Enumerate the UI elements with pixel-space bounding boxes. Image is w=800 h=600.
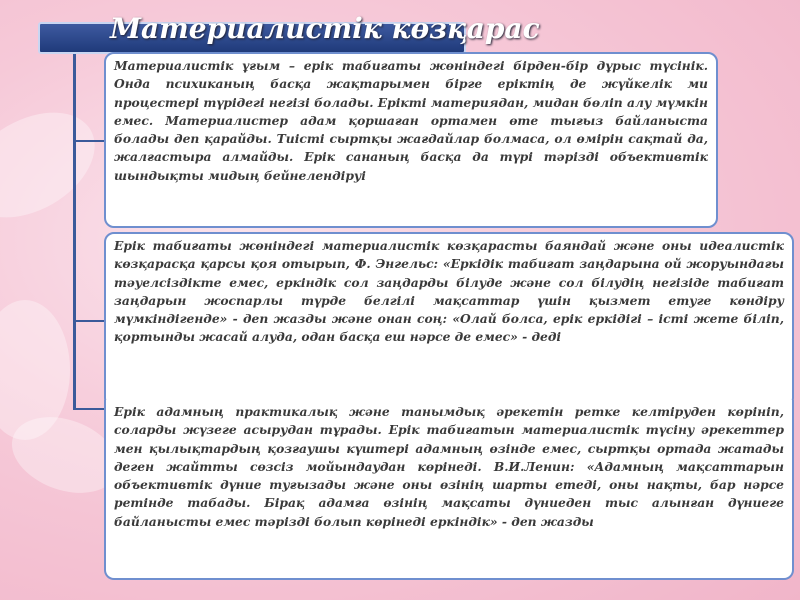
tree-connector-branch: [73, 320, 106, 322]
text-box-engels-quote: [104, 232, 794, 408]
paragraph-text: Материалистік ұғым – ерік табиғаты жөніндегі бірден-бір дұрыс түсінік. Онда психиканың басқа жақтарымен бірге еріктің де жүйкелік ми процестері түрідегі негізі болады. Ерікті материядан, мидан бөліп алу мүмкін емес. Материалистер адам қоршаған ортамен өте тығыз байланыста болады деп қарайды. Тиісті сыртқы жағдайлар болмаса, ол өмірін сақтай да, жалғастыра алмайды. Ерік сананың басқа да түрі тәрізді объективтік шындықты мидың бейнелендіруі: [114, 58, 708, 183]
background-petal: [0, 91, 113, 239]
tree-connector-branch: [73, 408, 106, 410]
tree-connector-branch: [73, 140, 106, 142]
text-box-lenin-quote: [104, 400, 794, 580]
paragraph-text: Ерік адамның практикалық және танымдық әрекетін ретке келтіруден көрініп, соларды жүзеге асырудан тұрады. Ерік табиғатын материалистік түсіну әрекеттер мен қылықтардың қозғаушы күштері адамның өзінде емес, сыртқы ортада жатады деген жайтты сөзсіз мойындаудан көрінеді. В.И.Ленин: «Адамның мақсаттарын объективтік дүние туғызады және оны өзінің шарты етеді, оны нақты, бар нәрсе ретінде табады. Бірақ адамға өзінің мақсаты дүниеден тыс алынған дүниеге байланысты емес тәрізді болып көрінеді еркіндік» - деп жазды: [114, 404, 784, 529]
slide-title: Материалистік көзқарас: [110, 12, 540, 45]
paragraph-text: Ерік табиғаты жөніндегі материалистік көзқарасты баяндай және оны идеалистік көзқарасқа қарсы қоя отырып, Ф. Энгельс: «Еркідік табиғат заңдарына ой жоруындағы тәуелсіздікте емес, еркіндік сол заңдарды білуде және сол білудің негізіде табиғат заңдарын жоспарлы түрде белгілі мақсаттар үшін қызмет етуге көндіру мүмкіндігенде» - деп жазды және онан соң: «Олай болса, ерік еркідігі – істі жете біліп, қортынды жасай алуда, одан басқа еш нәрсе де емес» - деді: [114, 238, 784, 345]
text-box-materialist-concept: [104, 52, 718, 228]
title-bar: [38, 12, 540, 54]
tree-connector-line: [73, 54, 76, 410]
